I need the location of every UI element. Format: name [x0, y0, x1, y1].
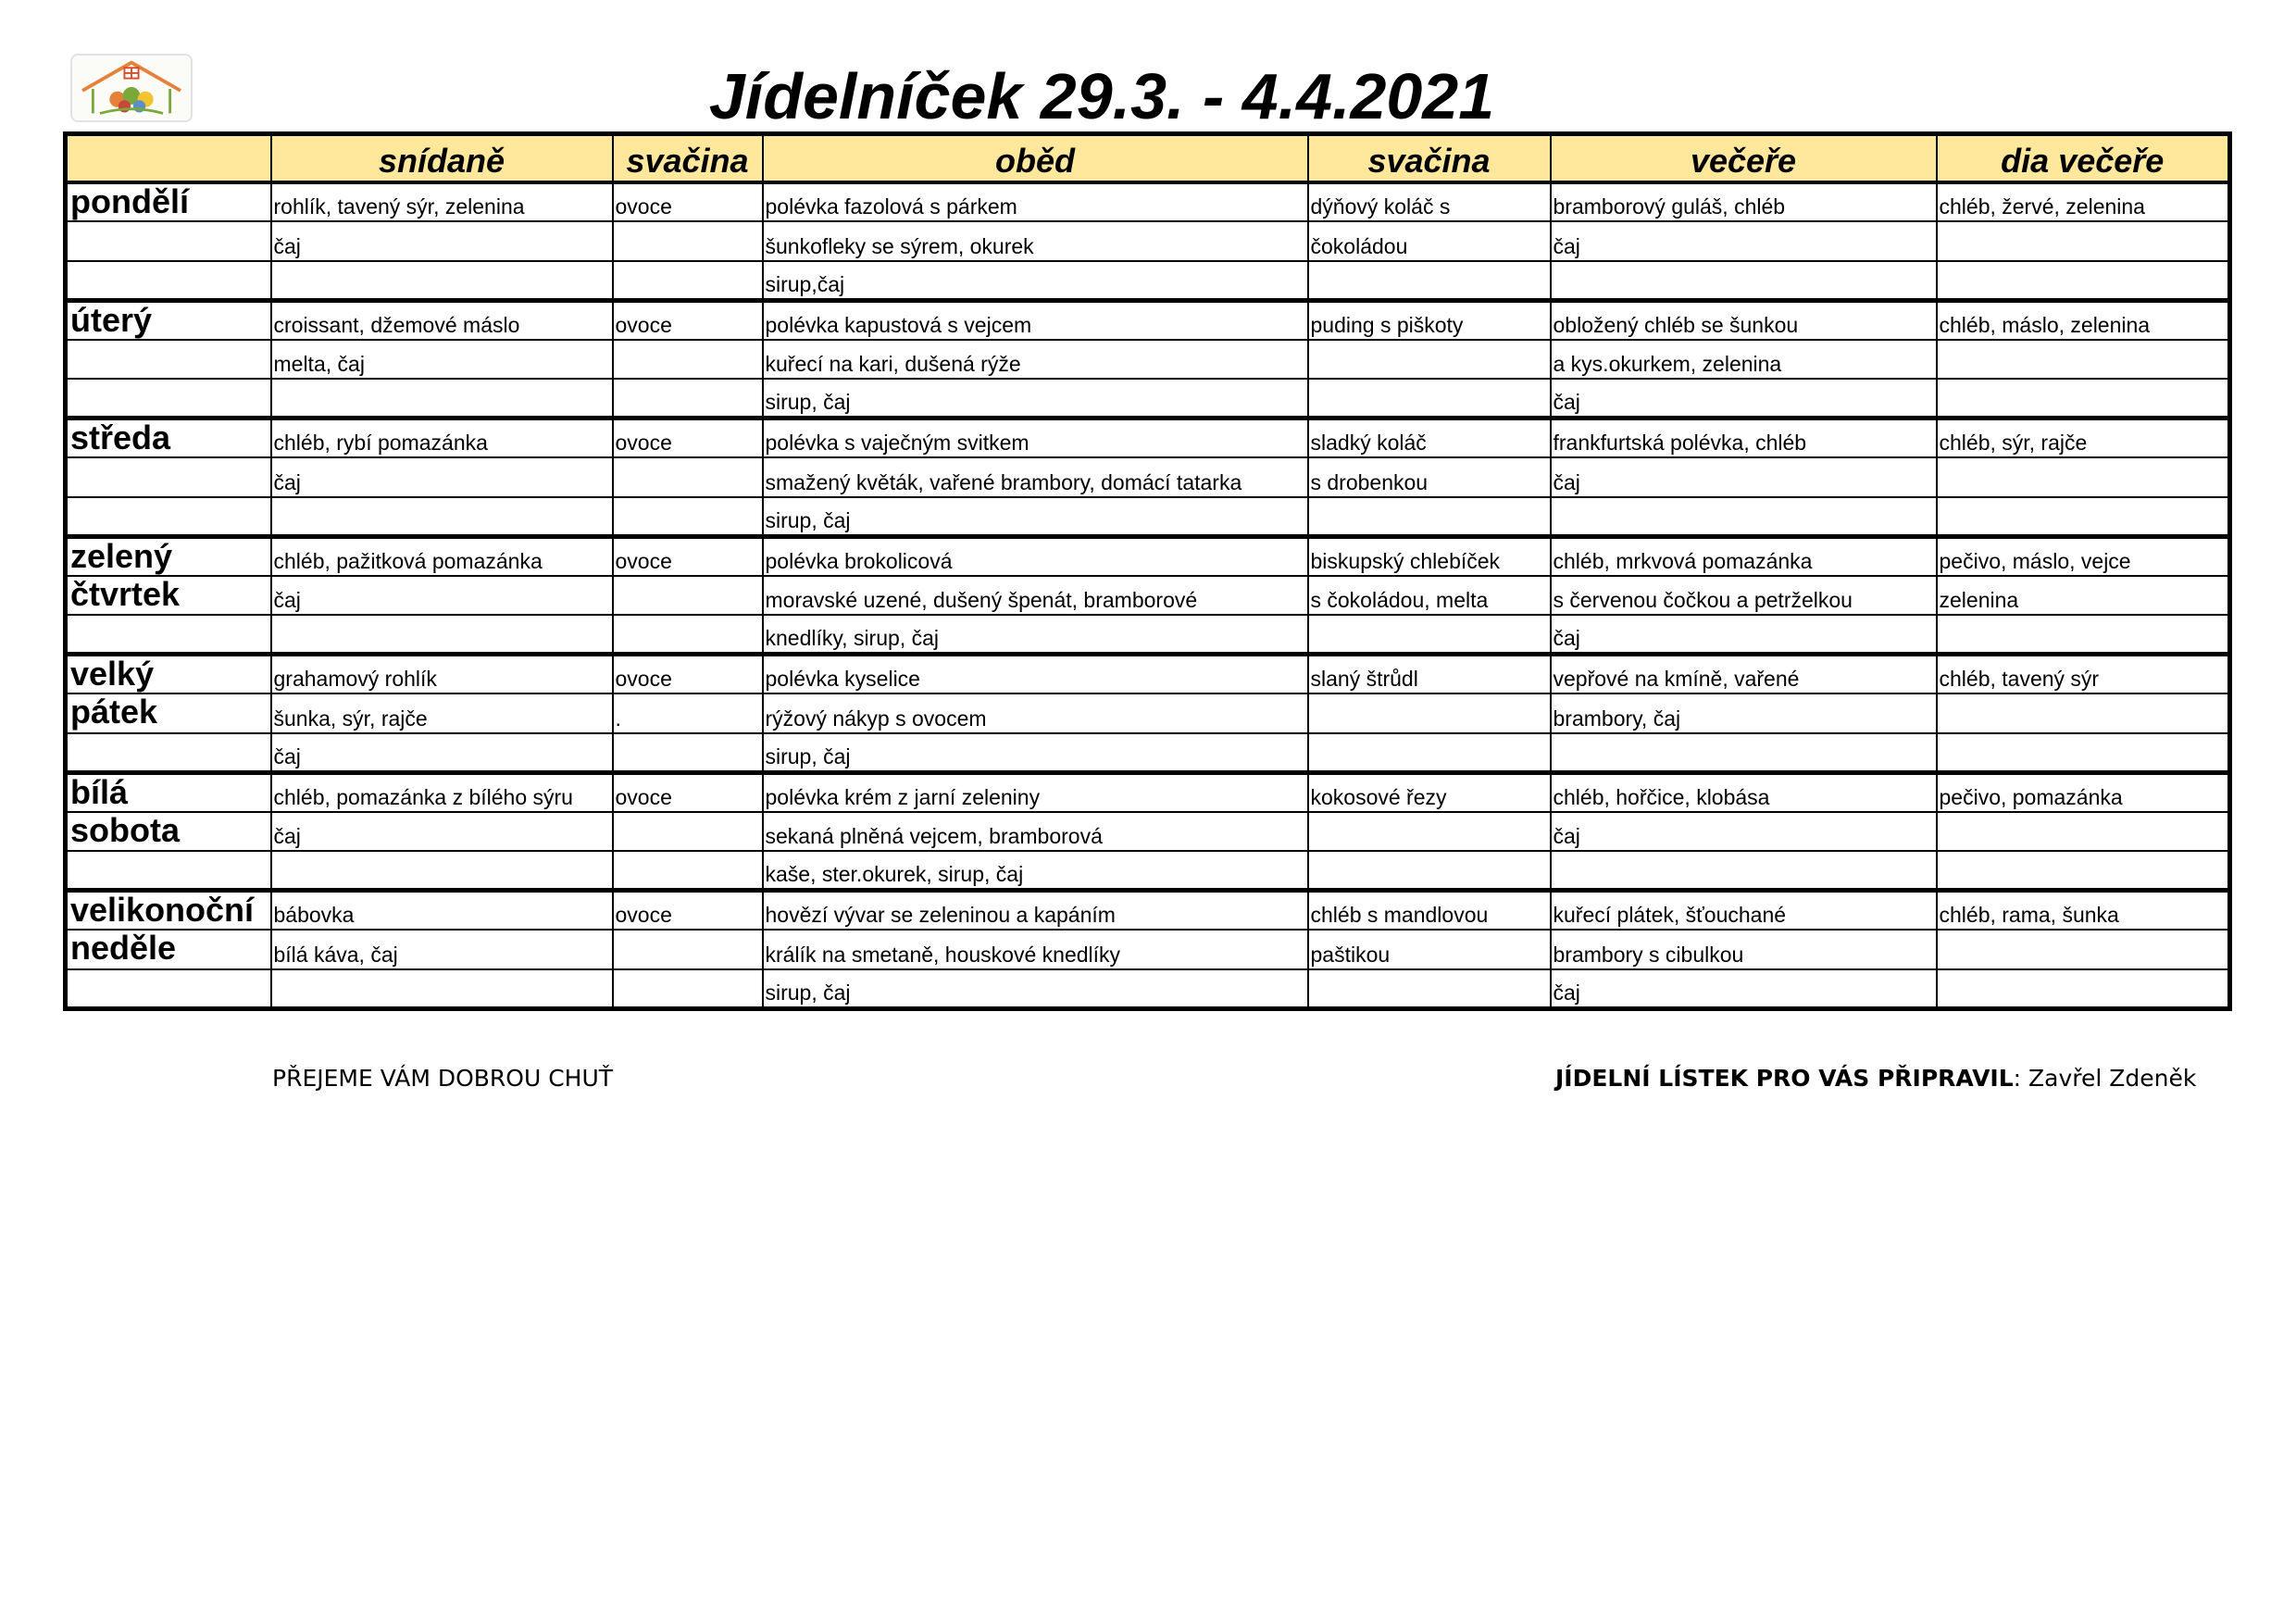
prepared-by-separator: :	[2013, 1065, 2029, 1092]
footer-greeting: PŘEJEME VÁM DOBROU CHUŤ	[272, 1065, 614, 1092]
afternoon-snack-cell: kokosové řezy	[1308, 772, 1551, 812]
afternoon-snack-cell	[1308, 340, 1551, 380]
table-row	[66, 851, 2230, 891]
table-row	[66, 655, 2230, 694]
header-row	[66, 134, 2230, 182]
breakfast-cell: čaj	[271, 221, 613, 261]
dia-dinner-cell: chléb, sýr, rajče	[1937, 418, 2230, 458]
morning-snack-cell	[613, 851, 763, 891]
breakfast-cell: croissant, džemové máslo	[271, 300, 613, 340]
column-header-morning-snack: svačina	[613, 134, 763, 182]
morning-snack-cell	[613, 497, 763, 537]
dia-dinner-cell	[1937, 693, 2230, 733]
breakfast-cell	[271, 261, 613, 301]
dinner-cell: čaj	[1551, 379, 1937, 418]
table-row	[66, 221, 2230, 261]
afternoon-snack-cell: čokoládou	[1308, 221, 1551, 261]
morning-snack-cell	[613, 615, 763, 655]
morning-snack-cell: ovoce	[613, 300, 763, 340]
table-row	[66, 891, 2230, 931]
dia-dinner-cell: chléb, žervé, zelenina	[1937, 182, 2230, 222]
afternoon-snack-cell	[1308, 969, 1551, 1009]
lunch-cell: sekaná plněná vejcem, bramborová	[763, 812, 1308, 852]
dinner-cell: obložený chléb se šunkou	[1551, 300, 1937, 340]
table-row	[66, 457, 2230, 497]
column-header-dia-dinner: dia večeře	[1937, 134, 2230, 182]
morning-snack-cell	[613, 733, 763, 773]
breakfast-cell	[271, 851, 613, 891]
breakfast-cell: rohlík, tavený sýr, zelenina	[271, 182, 613, 222]
column-header-lunch: oběd	[763, 134, 1308, 182]
dinner-cell: a kys.okurkem, zelenina	[1551, 340, 1937, 380]
day-name-cell	[66, 733, 271, 773]
menu-table	[63, 131, 2232, 1011]
morning-snack-cell	[613, 379, 763, 418]
dia-dinner-cell	[1937, 930, 2230, 969]
column-header-dinner: večeře	[1551, 134, 1937, 182]
dia-dinner-cell	[1937, 379, 2230, 418]
afternoon-snack-cell	[1308, 851, 1551, 891]
dinner-cell: brambory s cibulkou	[1551, 930, 1937, 969]
dia-dinner-cell: chléb, tavený sýr	[1937, 655, 2230, 694]
table-row	[66, 812, 2230, 852]
dia-dinner-cell: zelenina	[1937, 576, 2230, 616]
day-name-cell	[66, 969, 271, 1009]
table-row	[66, 615, 2230, 655]
dia-dinner-cell	[1937, 340, 2230, 380]
afternoon-snack-cell: sladký koláč	[1308, 418, 1551, 458]
dia-dinner-cell	[1937, 733, 2230, 773]
dia-dinner-cell	[1937, 221, 2230, 261]
table-row	[66, 300, 2230, 340]
table-row	[66, 379, 2230, 418]
menu-body	[66, 182, 2230, 1009]
dinner-cell: kuřecí plátek, šťouchané	[1551, 891, 1937, 931]
lunch-cell: sirup, čaj	[763, 497, 1308, 537]
morning-snack-cell: ovoce	[613, 418, 763, 458]
dia-dinner-cell: chléb, máslo, zelenina	[1937, 300, 2230, 340]
dinner-cell: frankfurtská polévka, chléb	[1551, 418, 1937, 458]
breakfast-cell	[271, 379, 613, 418]
dinner-cell	[1551, 261, 1937, 301]
breakfast-cell: grahamový rohlík	[271, 655, 613, 694]
column-header-afternoon-snack: svačina	[1308, 134, 1551, 182]
day-name-cell	[66, 615, 271, 655]
table-row	[66, 497, 2230, 537]
day-name-cell: velikonoční	[66, 891, 271, 931]
day-name-cell: sobota	[66, 812, 271, 852]
dia-dinner-cell	[1937, 615, 2230, 655]
morning-snack-cell	[613, 930, 763, 969]
lunch-cell: sirup, čaj	[763, 969, 1308, 1009]
lunch-cell: kaše, ster.okurek, sirup, čaj	[763, 851, 1308, 891]
day-name-cell: neděle	[66, 930, 271, 969]
lunch-cell: šunkofleky se sýrem, okurek	[763, 221, 1308, 261]
lunch-cell: sirup, čaj	[763, 733, 1308, 773]
day-name-cell	[66, 457, 271, 497]
afternoon-snack-cell: dýňový koláč s	[1308, 182, 1551, 222]
afternoon-snack-cell	[1308, 379, 1551, 418]
dinner-cell: čaj	[1551, 457, 1937, 497]
dinner-cell: čaj	[1551, 812, 1937, 852]
lunch-cell: knedlíky, sirup, čaj	[763, 615, 1308, 655]
day-name-cell	[66, 497, 271, 537]
breakfast-cell	[271, 969, 613, 1009]
morning-snack-cell: .	[613, 693, 763, 733]
day-name-cell	[66, 221, 271, 261]
dia-dinner-cell	[1937, 851, 2230, 891]
day-name-cell	[66, 379, 271, 418]
breakfast-cell: chléb, rybí pomazánka	[271, 418, 613, 458]
table-row	[66, 733, 2230, 773]
breakfast-cell: šunka, sýr, rajče	[271, 693, 613, 733]
footer-prepared-by	[1555, 1065, 2196, 1092]
afternoon-snack-cell: biskupský chlebíček	[1308, 536, 1551, 576]
afternoon-snack-cell: paštikou	[1308, 930, 1551, 969]
afternoon-snack-cell: s drobenkou	[1308, 457, 1551, 497]
table-row	[66, 969, 2230, 1009]
day-name-cell: středa	[66, 418, 271, 458]
breakfast-cell	[271, 615, 613, 655]
dinner-cell: čaj	[1551, 221, 1937, 261]
column-header-day	[66, 134, 271, 182]
lunch-cell: moravské uzené, dušený špenát, bramborové	[763, 576, 1308, 616]
table-row	[66, 182, 2230, 222]
dinner-cell: chléb, mrkvová pomazánka	[1551, 536, 1937, 576]
breakfast-cell: čaj	[271, 812, 613, 852]
morning-snack-cell	[613, 576, 763, 616]
lunch-cell: polévka krém z jarní zeleniny	[763, 772, 1308, 812]
morning-snack-cell: ovoce	[613, 891, 763, 931]
breakfast-cell: čaj	[271, 733, 613, 773]
day-name-cell	[66, 261, 271, 301]
afternoon-snack-cell	[1308, 497, 1551, 537]
lunch-cell: rýžový nákyp s ovocem	[763, 693, 1308, 733]
afternoon-snack-cell	[1308, 693, 1551, 733]
dinner-cell: vepřové na kmíně, vařené	[1551, 655, 1937, 694]
morning-snack-cell: ovoce	[613, 772, 763, 812]
afternoon-snack-cell	[1308, 812, 1551, 852]
afternoon-snack-cell: puding s piškoty	[1308, 300, 1551, 340]
table-row	[66, 418, 2230, 458]
lunch-cell: smažený květák, vařené brambory, domácí tatarka	[763, 457, 1308, 497]
day-name-cell: úterý	[66, 300, 271, 340]
morning-snack-cell	[613, 969, 763, 1009]
dia-dinner-cell	[1937, 812, 2230, 852]
column-header-breakfast: snídaně	[271, 134, 613, 182]
table-row	[66, 930, 2230, 969]
day-name-cell	[66, 851, 271, 891]
table-row	[66, 576, 2230, 616]
day-name-cell: velký	[66, 655, 271, 694]
morning-snack-cell	[613, 812, 763, 852]
dinner-cell: čaj	[1551, 969, 1937, 1009]
dinner-cell: bramborový guláš, chléb	[1551, 182, 1937, 222]
afternoon-snack-cell: chléb s mandlovou	[1308, 891, 1551, 931]
lunch-cell: hovězí vývar se zeleninou a kapáním	[763, 891, 1308, 931]
morning-snack-cell	[613, 261, 763, 301]
afternoon-snack-cell: s čokoládou, melta	[1308, 576, 1551, 616]
dia-dinner-cell	[1937, 969, 2230, 1009]
lunch-cell: polévka kyselice	[763, 655, 1308, 694]
lunch-cell: králík na smetaně, houskové knedlíky	[763, 930, 1308, 969]
dia-dinner-cell	[1937, 497, 2230, 537]
lunch-cell: kuřecí na kari, dušená rýže	[763, 340, 1308, 380]
breakfast-cell: chléb, pomazánka z bílého sýru	[271, 772, 613, 812]
lunch-cell: polévka fazolová s párkem	[763, 182, 1308, 222]
morning-snack-cell: ovoce	[613, 655, 763, 694]
dia-dinner-cell	[1937, 457, 2230, 497]
table-row	[66, 261, 2230, 301]
day-name-cell: bílá	[66, 772, 271, 812]
breakfast-cell: čaj	[271, 576, 613, 616]
day-name-cell: pondělí	[66, 182, 271, 222]
dinner-cell	[1551, 497, 1937, 537]
afternoon-snack-cell	[1308, 733, 1551, 773]
breakfast-cell: chléb, pažitková pomazánka	[271, 536, 613, 576]
dinner-cell: chléb, hořčice, klobása	[1551, 772, 1937, 812]
afternoon-snack-cell: slaný štrůdl	[1308, 655, 1551, 694]
dia-dinner-cell: chléb, rama, šunka	[1937, 891, 2230, 931]
afternoon-snack-cell	[1308, 261, 1551, 301]
dinner-cell: brambory, čaj	[1551, 693, 1937, 733]
prepared-by-name: Zavřel Zdeněk	[2028, 1065, 2197, 1092]
morning-snack-cell	[613, 221, 763, 261]
lunch-cell: polévka brokolicová	[763, 536, 1308, 576]
breakfast-cell	[271, 497, 613, 537]
lunch-cell: polévka kapustová s vejcem	[763, 300, 1308, 340]
day-name-cell: pátek	[66, 693, 271, 733]
dinner-cell: čaj	[1551, 615, 1937, 655]
table-row	[66, 772, 2230, 812]
morning-snack-cell: ovoce	[613, 182, 763, 222]
dia-dinner-cell	[1937, 261, 2230, 301]
breakfast-cell: melta, čaj	[271, 340, 613, 380]
morning-snack-cell	[613, 457, 763, 497]
morning-snack-cell: ovoce	[613, 536, 763, 576]
dinner-cell	[1551, 733, 1937, 773]
dia-dinner-cell: pečivo, pomazánka	[1937, 772, 2230, 812]
day-name-cell: zelený	[66, 536, 271, 576]
day-name-cell	[66, 340, 271, 380]
breakfast-cell: bílá káva, čaj	[271, 930, 613, 969]
morning-snack-cell	[613, 340, 763, 380]
dinner-cell	[1551, 851, 1937, 891]
dia-dinner-cell: pečivo, máslo, vejce	[1937, 536, 2230, 576]
prepared-by-label: JÍDELNÍ LÍSTEK PRO VÁS PŘIPRAVIL	[1555, 1065, 2014, 1092]
breakfast-cell: bábovka	[271, 891, 613, 931]
table-row	[66, 536, 2230, 576]
table-row	[66, 693, 2230, 733]
dinner-cell: s červenou čočkou a petrželkou	[1551, 576, 1937, 616]
breakfast-cell: čaj	[271, 457, 613, 497]
day-name-cell: čtvrtek	[66, 576, 271, 616]
lunch-cell: sirup, čaj	[763, 379, 1308, 418]
afternoon-snack-cell	[1308, 615, 1551, 655]
table-row	[66, 340, 2230, 380]
lunch-cell: polévka s vaječným svitkem	[763, 418, 1308, 458]
lunch-cell: sirup,čaj	[763, 261, 1308, 301]
page-title: Jídelníček 29.3. - 4.4.2021	[708, 60, 1495, 132]
